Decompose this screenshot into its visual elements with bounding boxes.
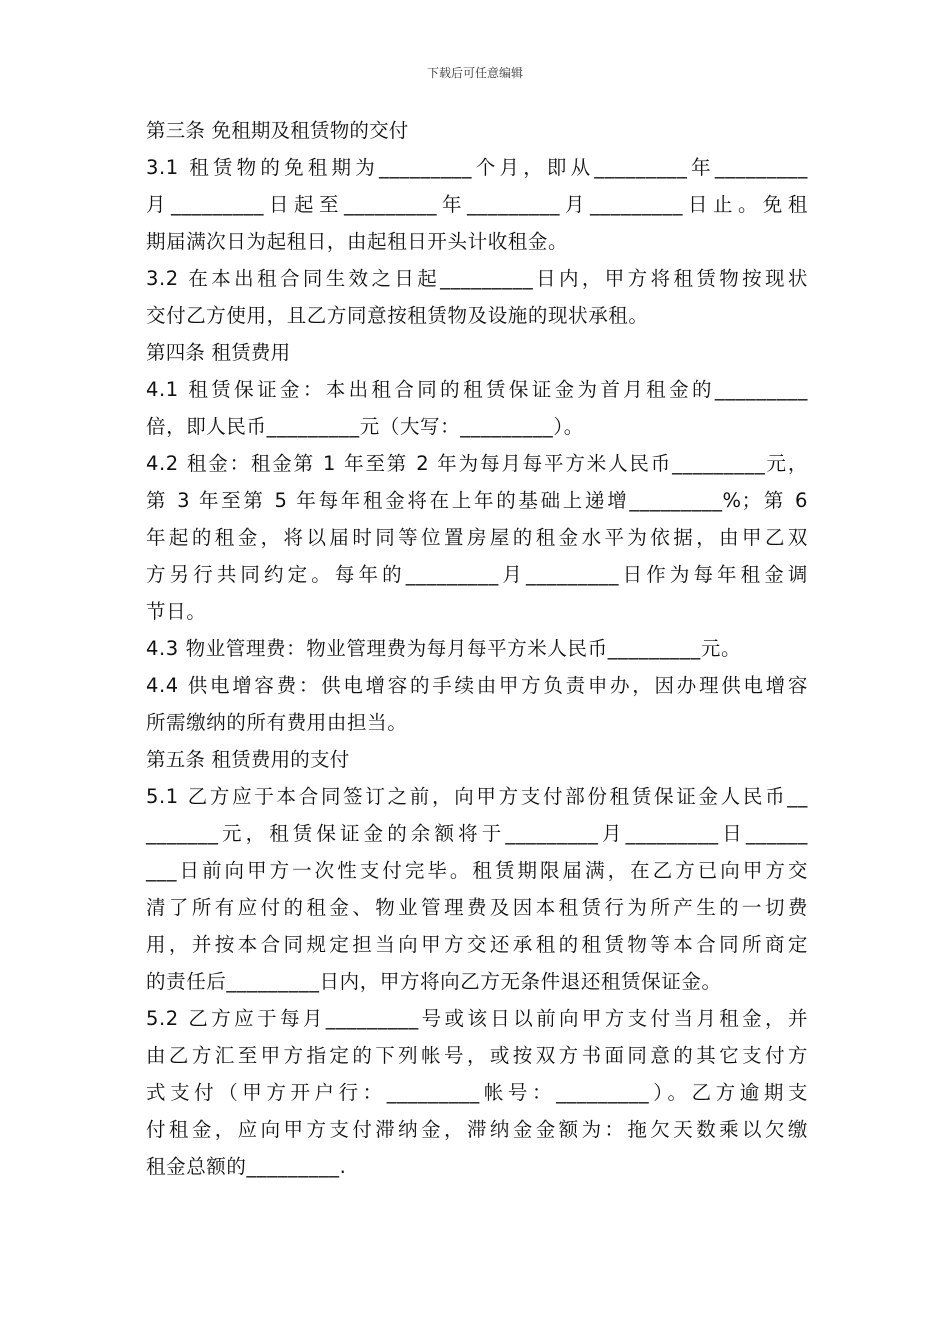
paragraph-line: 付租金，应向甲方支付滞纳金，滞纳金金额为：拖欠天数乘以欠缴 <box>146 1118 808 1141</box>
page-header: 下载后可任意编辑 <box>426 66 523 80</box>
paragraph-line: 3.2 在本出租合同生效之日起_________日内，甲方将租赁物按现状 <box>146 267 808 290</box>
paragraph-line: 式支付（甲方开户行：_________帐号：_________）。乙方逾期支 <box>146 1081 808 1104</box>
paragraph-line: 方另行共同约定。每年的_________月_________日作为每年租金调 <box>146 563 808 586</box>
paragraph-line: 4.4 供电增容费：供电增容的手续由甲方负责申办，因办理供电增容 <box>146 674 808 697</box>
paragraph-line: 清了所有应付的租金、物业管理费及因本租赁行为所产生的一切费 <box>146 896 808 919</box>
section-heading: 第三条 免租期及租赁物的交付 <box>146 119 409 142</box>
paragraph-line: 5.2 乙方应于每月_________号或该日以前向甲方支付当月租金，并 <box>146 1007 808 1030</box>
paragraph-line: 期届满次日为起租日，由起租日开头计收租金。 <box>146 230 569 253</box>
paragraph-line: 由乙方汇至甲方指定的下列帐号，或按双方书面同意的其它支付方 <box>146 1044 808 1067</box>
paragraph-line: 租金总额的_________. <box>146 1155 347 1178</box>
paragraph-line: 所需缴纳的所有费用由担当。 <box>146 711 408 734</box>
paragraph-line: 4.2 租金：租金第 1 年至第 2 年为每月每平方米人民币_________元， <box>146 452 808 475</box>
paragraph-line: 4.1 租赁保证金：本出租合同的租赁保证金为首月租金的_________ <box>146 378 808 401</box>
section-heading: 第五条 租赁费用的支付 <box>146 748 350 771</box>
paragraph-line: 3.1 租赁物的免租期为_________个月，即从_________年_________ <box>146 156 808 179</box>
paragraph-line: 倍，即人民币_________元（大写：_________）。 <box>146 415 584 438</box>
paragraph-line: 交付乙方使用，且乙方同意按租赁物及设施的现状承租。 <box>146 304 649 327</box>
paragraph-line: _______元，租赁保证金的余额将于_________月_________日______ <box>146 822 808 845</box>
paragraph-line: 月_________日起至_________年_________月_________日止。免租 <box>146 193 808 216</box>
paragraph-line: 节日。 <box>146 600 207 623</box>
paragraph-line: 用，并按本合同规定担当向甲方交还承租的租赁物等本合同所商定 <box>146 933 808 956</box>
section-heading: 第四条 租赁费用 <box>146 341 291 364</box>
paragraph-line: ___日前向甲方一次性支付完毕。租赁期限届满，在乙方已向甲方交 <box>146 859 808 882</box>
paragraph-line: 第 3 年至第 5 年每年租金将在上年的基础上递增_________%；第 6 <box>146 489 808 512</box>
document-body <box>146 112 808 1185</box>
paragraph-line: 的责任后_________日内，甲方将向乙方无条件退还租赁保证金。 <box>146 970 722 993</box>
paragraph-line: 年起的租金，将以届时同等位置房屋的租金水平为依据，由甲乙双 <box>146 526 808 549</box>
paragraph-line: 4.3 物业管理费：物业管理费为每月每平方米人民币_________元。 <box>146 637 742 660</box>
paragraph-line: 5.1 乙方应于本合同签订之前，向甲方支付部份租赁保证金人民币__ <box>146 785 808 808</box>
